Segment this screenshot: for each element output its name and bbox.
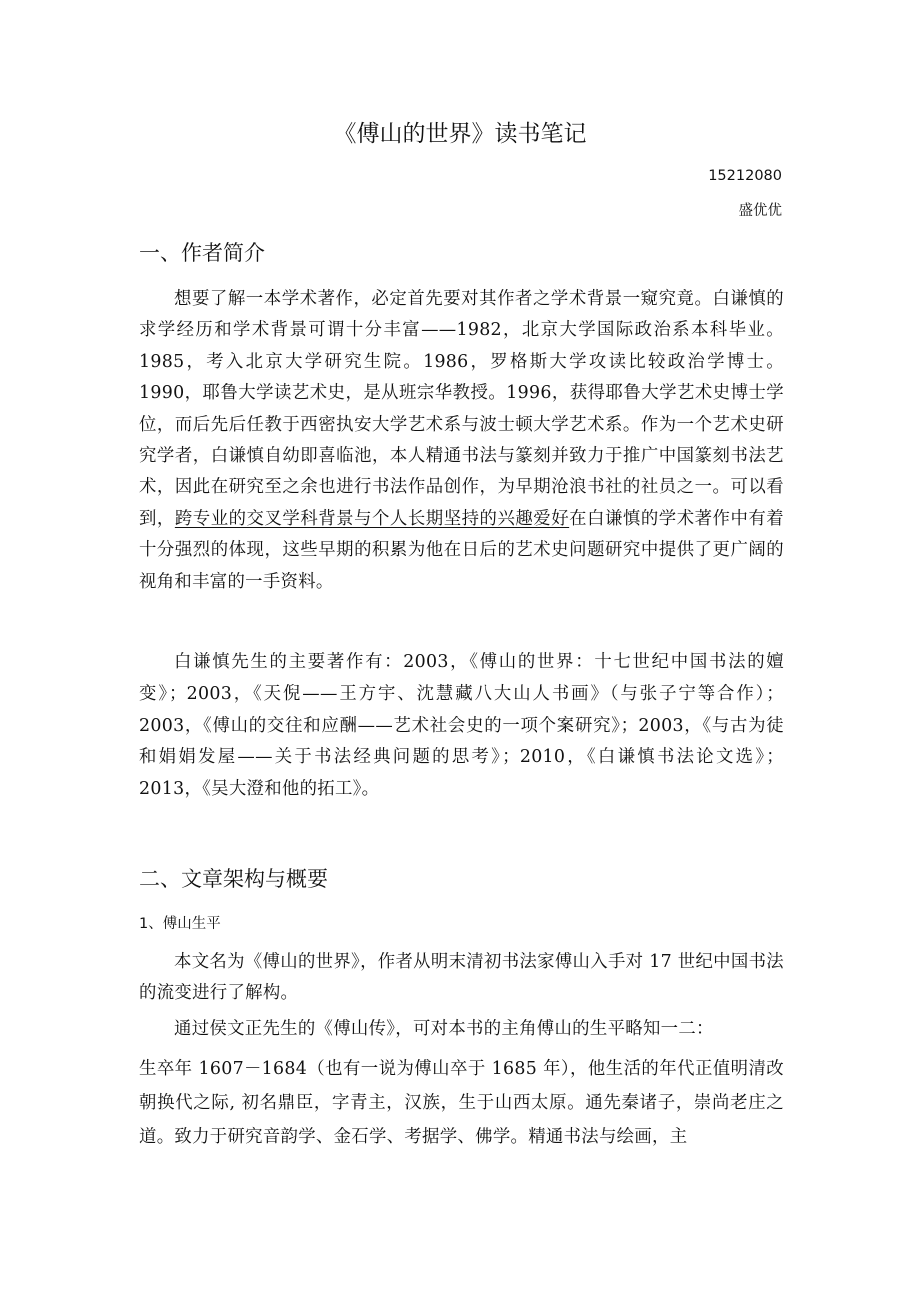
underlined-phrase: 跨专业的交叉学科背景与个人长期坚持的兴趣爱好 <box>174 508 570 529</box>
paragraph-biography-source: 通过侯文正先生的《傅山传》，可对本书的主角傅山的生平略知一二： <box>174 1019 714 1039</box>
paragraph-author-background <box>139 284 784 598</box>
section-heading-structure: 二、文章架构与概要 <box>139 867 328 891</box>
paragraph-book-intro: 本文名为《傅山的世界》，作者从明末清初书法家傅山入手对 17 世纪中国书法的流变进行了解构。 <box>139 952 784 1004</box>
section-heading-author-intro: 一、作者简介 <box>139 241 265 265</box>
document-title: 《傅山的世界》读书笔记 <box>333 121 587 147</box>
subsection-heading-fushan-life: 1、傅山生平 <box>139 916 221 932</box>
paragraph-text: 在白谦慎的学术著作中有着十分强烈的体现，这些早期的积累为他在日后的艺术史问题研究中提供了更广阔的视角和丰富的一手资料。 <box>139 508 784 592</box>
paragraph-major-works: 白谦慎先生的主要著作有：2003，《傅山的世界：十七世纪中国书法的嬗变》；2003，《天倪——王方宇、沈慧藏八大山人书画》（与张子宁等合作）；2003，《傅山的交往和应酬——艺术社会史的一项个案研究》；2003，《与古为徒和娟娟发屋——关于书法经典问题的思考》；2010，《白谦慎书法论文选》；2013，《吴大澄和他的拓工》。 <box>139 652 784 800</box>
author-name: 盛优优 <box>738 203 782 219</box>
paragraph-biography: 生卒年 1607－1684（也有一说为傅山卒于 1685 年），他生活的年代正值明清改朝换代之际, 初名鼎臣，字青主，汉族，生于山西太原。通先秦诸子，崇尚老庄之道。致力于研究音韵学、金石学、考据学、佛学。精通书法与绘画，主 <box>139 1059 784 1148</box>
student-id: 15212080 <box>708 168 782 184</box>
paragraph-text: 想要了解一本学术著作，必定首先要对其作者之学术背景一窥究竟。白谦慎的求学经历和学术背景可谓十分丰富——1982，北京大学国际政治系本科毕业。1985，考入北京大学研究生院。1986，罗格斯大学攻读比较政治学博士。1990，耶鲁大学读艺术史，是从班宗华教授。1996，获得耶鲁大学艺术史博士学位，而后先后任教于西密执安大学艺术系与波士顿大学艺术系。作为一个艺术史研究学者，白谦慎自幼即喜临池，本人精通书法与篆刻并致力于推广中国篆刻书法艺术，因此在研究至之余也进行书法作品创作，为早期沧浪书社的社员之一。可以看到， <box>139 289 784 529</box>
